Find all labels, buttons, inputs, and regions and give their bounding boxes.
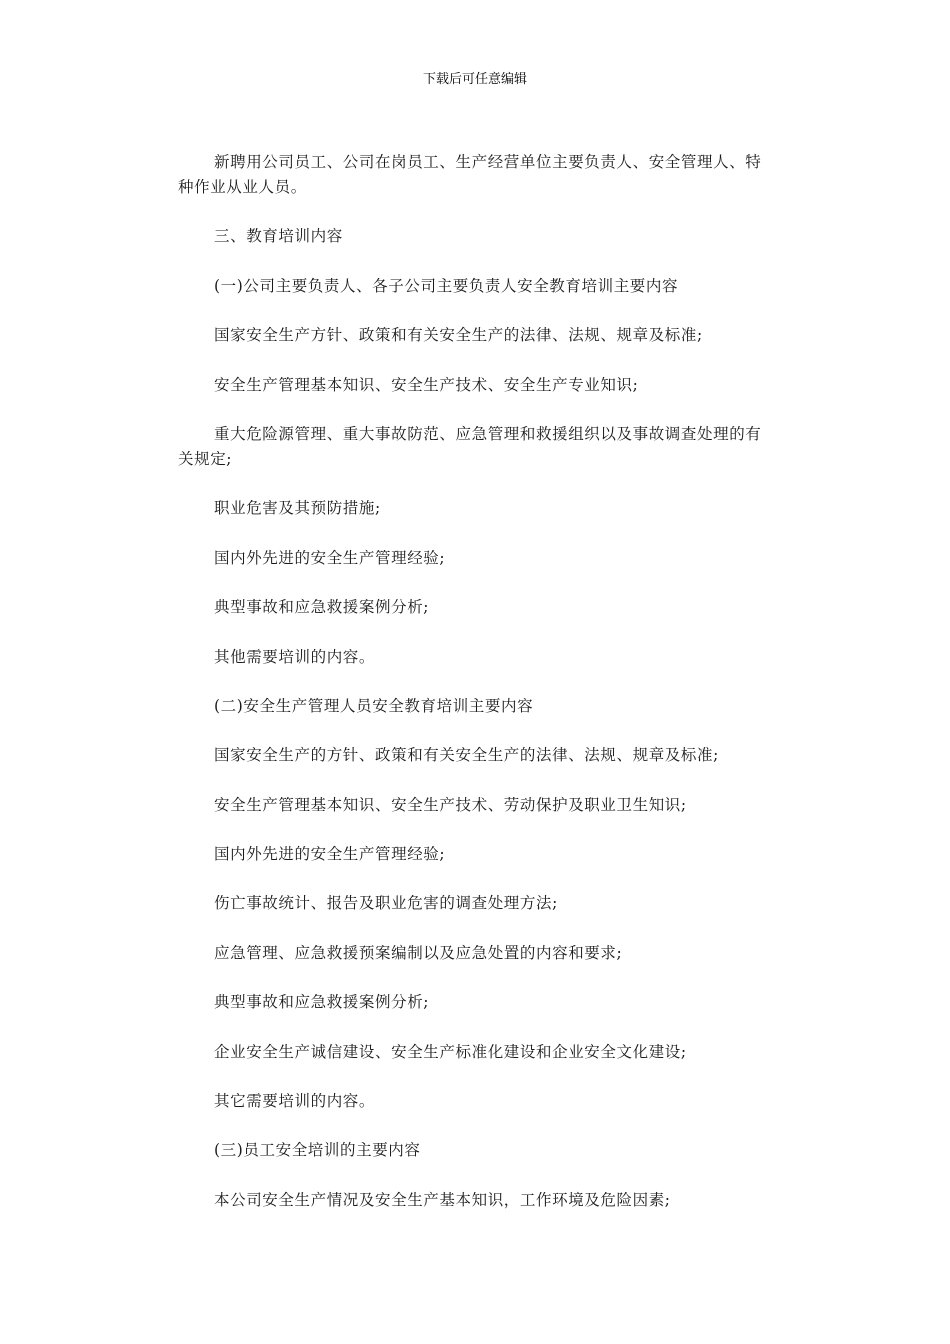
section-heading: 三、教育培训内容 <box>214 227 343 246</box>
header-note: 下载后可任意编辑 <box>422 72 527 87</box>
list-item: 伤亡事故统计、报告及职业危害的调查处理方法; <box>214 894 558 913</box>
list-item: 国内外先进的安全生产管理经验; <box>214 845 446 864</box>
subsection-heading: (三)员工安全培训的主要内容 <box>214 1141 421 1160</box>
list-item: 典型事故和应急救援案例分析; <box>214 993 430 1012</box>
list-item: 典型事故和应急救援案例分析; <box>214 598 430 617</box>
list-item: 企业安全生产诚信建设、安全生产标准化建设和企业安全文化建设; <box>214 1042 687 1061</box>
paragraph: 新聘用公司员工、公司在岗员工、生产经营单位主要负责人、安全管理人、特种作业从业人员。 <box>178 153 762 196</box>
list-item: 本公司安全生产情况及安全生产基本知识，工作环境及危险因素; <box>214 1190 671 1209</box>
list-item: 职业危害及其预防措施; <box>214 499 381 518</box>
list-item: 应急管理、应急救援预案编制以及应急处置的内容和要求; <box>214 943 623 962</box>
list-item: 其他需要培训的内容。 <box>214 647 376 666</box>
document-body <box>178 150 774 1237</box>
subsection-heading: (二)安全生产管理人员安全教育培训主要内容 <box>214 696 534 715</box>
list-item: 其它需要培训的内容。 <box>214 1092 376 1111</box>
list-item: 国内外先进的安全生产管理经验; <box>214 548 446 567</box>
list-item: 国家安全生产的方针、政策和有关安全生产的法律、法规、规章及标准; <box>214 746 719 765</box>
list-item: 国家安全生产方针、政策和有关安全生产的法律、法规、规章及标准; <box>214 326 703 345</box>
list-item: 安全生产管理基本知识、安全生产技术、安全生产专业知识; <box>214 375 639 394</box>
list-item: 重大危险源管理、重大事故防范、应急管理和救援组织以及事故调查处理的有关规定; <box>178 424 762 468</box>
list-item: 安全生产管理基本知识、安全生产技术、劳动保护及职业卫生知识; <box>214 795 687 814</box>
subsection-heading: (一)公司主要负责人、各子公司主要负责人安全教育培训主要内容 <box>214 276 679 295</box>
